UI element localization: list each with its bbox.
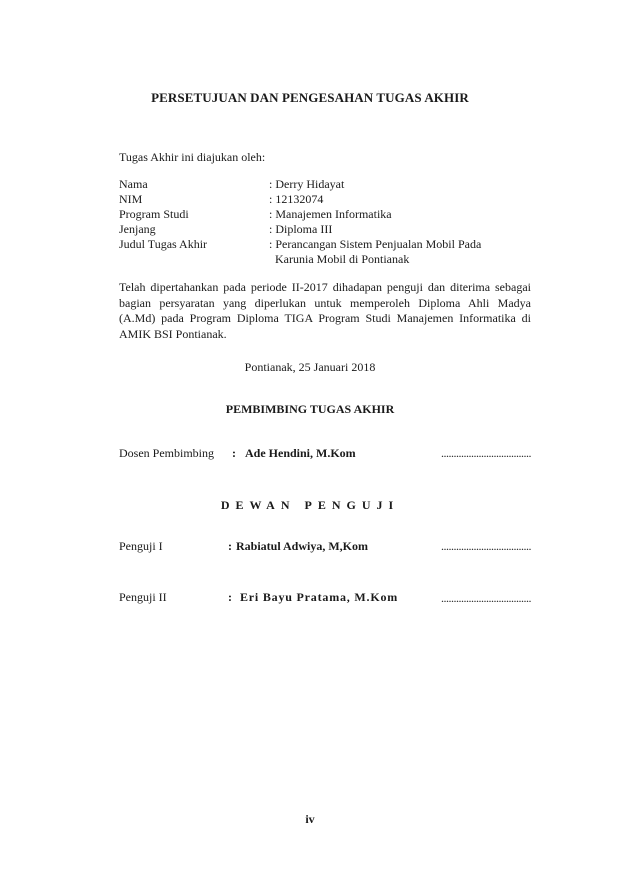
penguji1-name: Rabiatul Adwiya, M,Kom [236, 539, 369, 553]
dewan-heading: DEWAN PENGUJI [220, 498, 400, 512]
pembimbing-label: Dosen Pembimbing [119, 446, 214, 460]
penguji2-label: Penguji II [119, 590, 167, 604]
pembimbing-name: Ade Hendini, M.Kom [245, 446, 356, 460]
field-value-nim: : 12132074 [269, 192, 324, 206]
intro-text: Tugas Akhir ini diajukan oleh: [119, 150, 266, 164]
field-value-judul: : Perancangan Sistem Penjualan Mobil Pada [269, 237, 482, 251]
penguji2-colon: : [228, 590, 232, 604]
penguji2-signature-line: .................................... [441, 591, 531, 605]
penguji1-label: Penguji I [119, 539, 163, 553]
pembimbing-colon: : [232, 446, 236, 460]
field-label-jenjang: Jenjang [119, 222, 156, 236]
field-label-nim: NIM [119, 192, 143, 206]
field-value-nama: : Derry Hidayat [269, 177, 345, 191]
paragraph-line-1: Telah dipertahankan pada periode II-2017 dihadapan penguji dan diterima sebagai [119, 280, 531, 294]
approval-paragraph [119, 280, 531, 342]
penguji1-colon: : [228, 539, 232, 553]
field-value-prodi: : Manajemen Informatika [269, 207, 392, 221]
field-label-judul: Judul Tugas Akhir [119, 237, 208, 251]
paragraph-line-2: bagian persyaratan yang diperlukan untuk memperoleh Diploma Ahli Madya [119, 295, 531, 310]
pembimbing-signature-line: .................................... [441, 446, 531, 460]
penguji2-name: Eri Bayu Pratama, M.Kom [240, 590, 399, 604]
field-label-prodi: Program Studi [119, 207, 189, 221]
field-value-jenjang: : Diploma III [269, 222, 333, 236]
paragraph-line-4: AMIK BSI Pontianak. [119, 326, 227, 341]
penguji1-signature-line: .................................... [441, 539, 531, 553]
pembimbing-heading: PEMBIMBING TUGAS AKHIR [225, 402, 395, 416]
document-title: PERSETUJUAN DAN PENGESAHAN TUGAS AKHIR [151, 90, 469, 105]
page-number: iv [305, 812, 315, 826]
date-place: Pontianak, 25 Januari 2018 [244, 360, 376, 374]
field-value-judul-line2: Karunia Mobil di Pontianak [275, 252, 410, 266]
paragraph-line-3: (A.Md) pada Program Diploma TIGA Program Studi Manajemen Informatika di [119, 311, 531, 325]
field-label-nama: Nama [119, 177, 148, 191]
